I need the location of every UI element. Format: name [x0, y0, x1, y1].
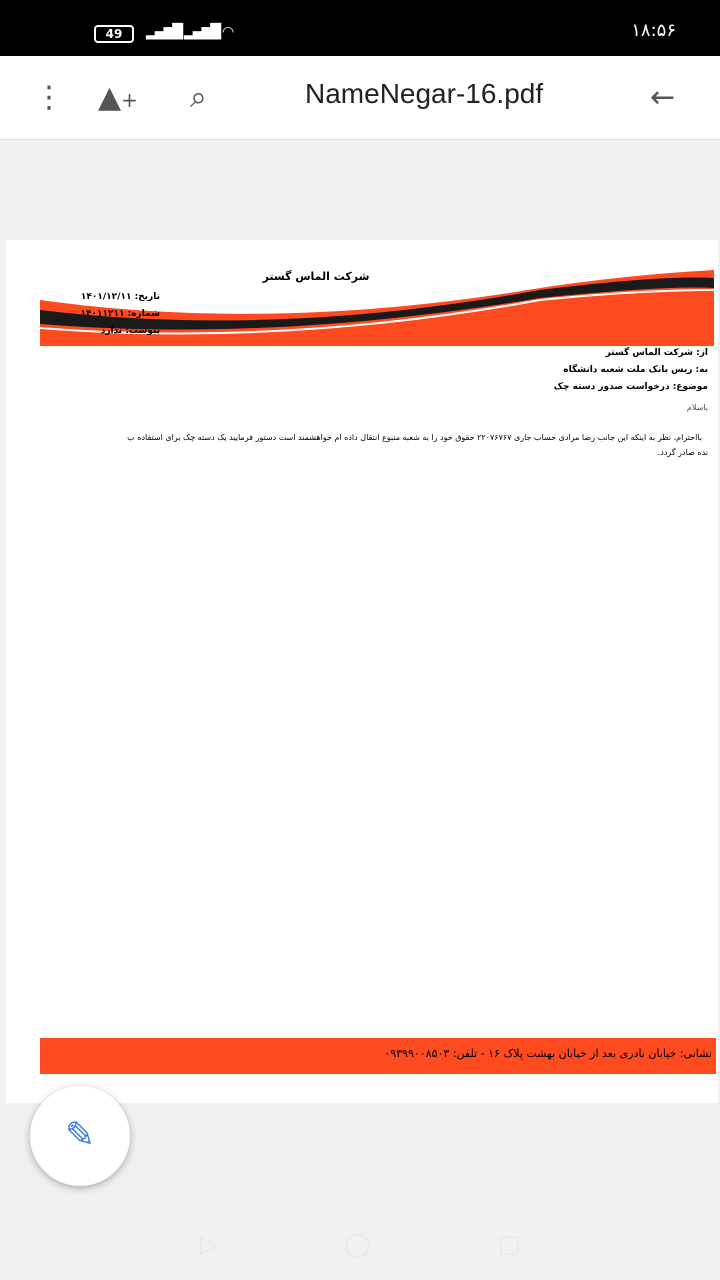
toolbar [0, 56, 720, 140]
clock: ۱۸:۵۶ [631, 20, 676, 41]
nav-recents-icon[interactable]: □ [498, 1230, 521, 1258]
nav-home-icon[interactable]: ◯ [344, 1230, 371, 1258]
nav-back-icon[interactable]: ▷ [200, 1230, 219, 1258]
status-bar [0, 0, 720, 56]
letter-greeting: باسلام [686, 403, 708, 412]
letter-number: شماره: ۱۴۰۱۱۲۱۱ [80, 309, 160, 319]
letter-subject: موضوع: درخواست صدور دسته چک [553, 382, 708, 392]
pencil-icon: ✎ [64, 1115, 96, 1156]
pdf-page [6, 240, 718, 1103]
signal-icon-2: ▂▄▆█ [184, 24, 220, 40]
signal-icon: ▂▄▆█ [146, 24, 182, 40]
letter-date: تاریخ: ۱۴۰۱/۱۲/۱۱ [80, 292, 160, 302]
letter-body-line2: نده صادر گردد. [657, 448, 708, 457]
document-title: NameNegar-16.pdf [305, 78, 544, 109]
letter-attachment: پیوست: ندارد [100, 326, 160, 336]
battery-indicator: 49 [94, 25, 134, 43]
wifi-icon: ◠ [222, 24, 235, 40]
letter-from: از: شرکت الماس گستر [605, 348, 708, 358]
letter-footer: نشانی: خیابان نادری بعد از خیابان بهشت پلاک ۱۶ - تلفن: ۰۹۳۹۹۰۰۸۵۰۳ [40, 1038, 716, 1074]
more-options-icon[interactable]: ⋮ [34, 80, 64, 115]
letter-body-line1: بااحترام، نظر به اینکه این جانب رضا مرادی حساب جاری ۲۲۰۷۶۷۶۷ حقوق خود را به شعبه متبوع انتقال داده ام خواهشمند است دستور فرمایید یک دسته چک برای استفاده ب [127, 433, 702, 442]
back-arrow-icon[interactable]: ← [650, 80, 676, 115]
letter-to: به: ریس بانک ملت شعبه دانشگاه [563, 365, 708, 375]
find-in-document-icon[interactable]: ⌕ [190, 80, 207, 115]
edit-button[interactable] [30, 1086, 130, 1186]
add-to-drive-icon[interactable]: ▲+ [98, 80, 138, 115]
company-name: شرکت الماس گستر [262, 270, 370, 283]
